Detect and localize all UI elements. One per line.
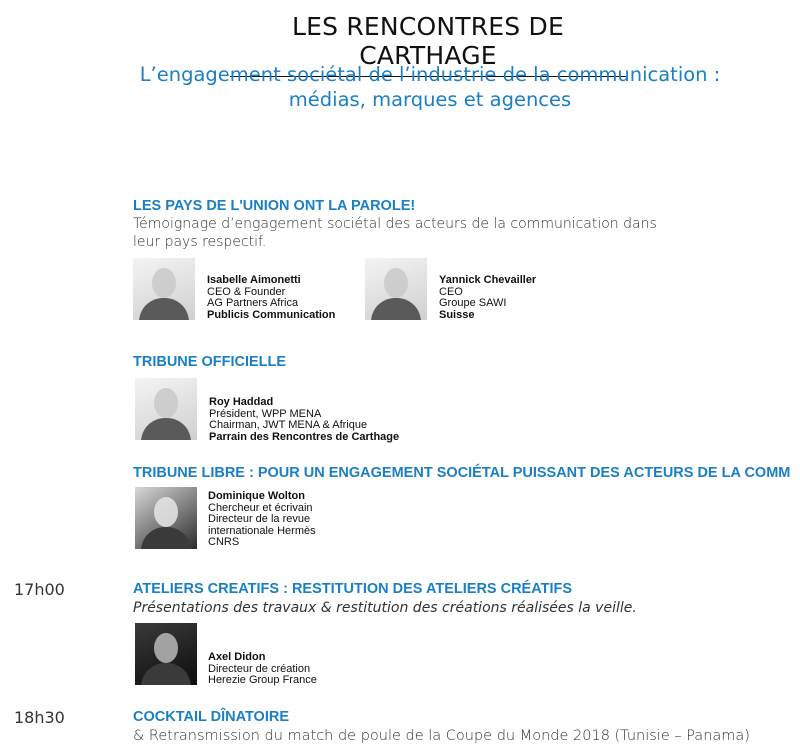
section-title: LES PAYS DE L'UNION ONT LA PAROLE! xyxy=(133,198,416,214)
speaker-name: Yannick Chevailler xyxy=(439,274,537,286)
speaker-photo xyxy=(365,258,427,320)
speaker-org: internationale Hermès xyxy=(208,524,316,537)
speaker-photo xyxy=(135,487,197,549)
section-description: leur pays respectif. xyxy=(133,234,267,250)
speaker-org: Directeur de la revue xyxy=(208,513,311,525)
speaker-info xyxy=(207,275,335,321)
section-description: Présentations des travaux & restitution des créations réalisées la veille. xyxy=(133,600,637,616)
section-title: TRIBUNE OFFICIELLE xyxy=(133,354,287,370)
speaker-org: Chairman, JWT MENA & Afrique xyxy=(209,419,368,431)
speaker-org: Herezie Group France xyxy=(208,674,317,686)
page-subtitle-line2: médias, marques et agences xyxy=(288,88,572,111)
section-title: ATELIERS CREATIFS : RESTITUTION DES ATELIERS CRÉATIFS xyxy=(133,581,573,597)
session-time: 17h00 xyxy=(14,580,65,599)
speaker-info xyxy=(209,397,399,443)
section-description: Témoignage d’engagement sociétal des acteurs de la communication dans xyxy=(133,216,657,232)
speaker-affiliation: Publicis Communication xyxy=(207,308,336,321)
speaker-name: Roy Haddad xyxy=(209,396,274,408)
speaker-affiliation: Suisse xyxy=(439,308,475,321)
speaker-role: Directeur de création xyxy=(208,662,311,675)
speaker-photo xyxy=(135,378,197,440)
speaker-photo xyxy=(133,258,195,320)
speaker-role: Chercheur et écrivain xyxy=(208,501,313,514)
page-title: LES RENCONTRES DE CARTHAGE xyxy=(230,12,626,77)
section-title: COCKTAIL DÎNATOIRE xyxy=(133,709,290,725)
speaker-org: AG Partners Africa xyxy=(207,297,299,309)
speaker-role: Président, WPP MENA xyxy=(209,407,322,420)
speaker-role: CEO & Founder xyxy=(207,285,286,298)
speaker-org: CNRS xyxy=(208,536,240,548)
page-subtitle-line1: L’engagement sociétal de l’industrie de la communication : xyxy=(139,63,721,86)
section-title: TRIBUNE LIBRE : POUR UN ENGAGEMENT SOCIÉTAL PUISSANT DES ACTEURS DE LA COMM xyxy=(133,465,791,481)
speaker-name: Isabelle Aimonetti xyxy=(207,274,301,286)
speaker-info xyxy=(208,491,316,549)
speaker-role: CEO xyxy=(439,285,463,298)
speaker-name: Dominique Wolton xyxy=(208,490,305,502)
speaker-name: Axel Didon xyxy=(208,651,266,663)
session-time: 18h30 xyxy=(14,708,65,727)
speaker-info xyxy=(208,652,317,687)
speaker-org: Groupe SAWI xyxy=(439,297,507,309)
speaker-info xyxy=(439,275,536,321)
speaker-photo xyxy=(135,623,197,685)
speaker-affiliation: Parrain des Rencontres de Carthage xyxy=(209,430,400,443)
section-description: & Retransmission du match de poule de la Coupe du Monde 2018 (Tunisie – Panama) xyxy=(133,728,750,744)
